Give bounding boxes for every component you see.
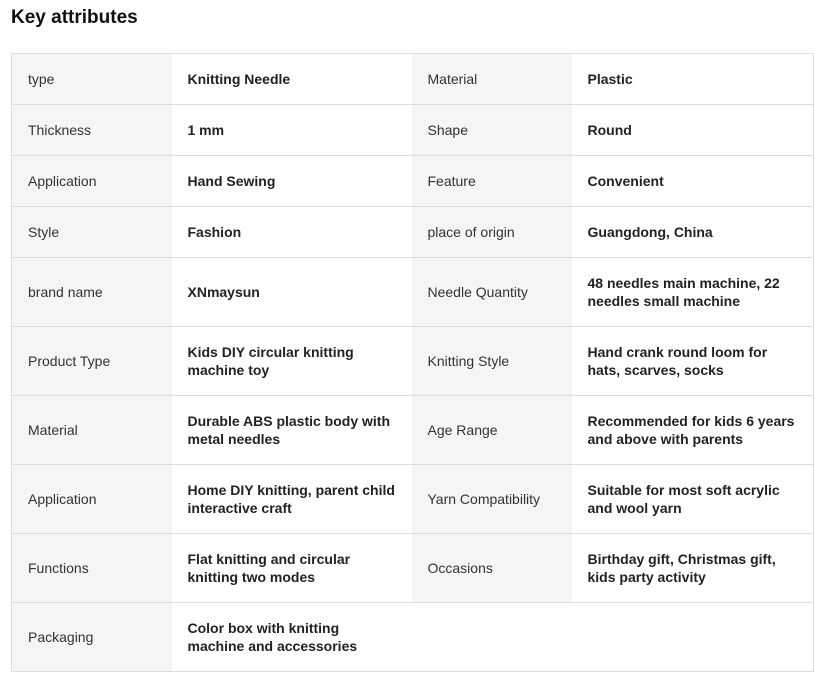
attribute-label: Application <box>12 156 172 207</box>
table-row <box>12 207 814 258</box>
attribute-value: Hand Sewing <box>172 156 412 207</box>
attribute-label: Age Range <box>412 396 572 465</box>
table-row <box>12 465 814 534</box>
attribute-label: Yarn Compatibility <box>412 465 572 534</box>
empty-cell <box>572 603 814 672</box>
attribute-label: Product Type <box>12 327 172 396</box>
attribute-value: Guangdong, China <box>572 207 814 258</box>
attribute-value: Recommended for kids 6 years and above with parents <box>572 396 814 465</box>
attribute-value: Suitable for most soft acrylic and wool yarn <box>572 465 814 534</box>
attribute-label: Application <box>12 465 172 534</box>
table-row <box>12 327 814 396</box>
attribute-label: Needle Quantity <box>412 258 572 327</box>
table-row <box>12 156 814 207</box>
attribute-label: Thickness <box>12 105 172 156</box>
attribute-label: Material <box>12 396 172 465</box>
attribute-label: Material <box>412 54 572 105</box>
attribute-value: Color box with knitting machine and accessories <box>172 603 412 672</box>
attribute-label: place of origin <box>412 207 572 258</box>
attribute-label: Feature <box>412 156 572 207</box>
attribute-value: Kids DIY circular knitting machine toy <box>172 327 412 396</box>
table-row <box>12 105 814 156</box>
attribute-label: Occasions <box>412 534 572 603</box>
empty-cell <box>412 603 572 672</box>
attribute-value: Home DIY knitting, parent child interactive craft <box>172 465 412 534</box>
attribute-value: XNmaysun <box>172 258 412 327</box>
attribute-value: Hand crank round loom for hats, scarves, socks <box>572 327 814 396</box>
attribute-label: Style <box>12 207 172 258</box>
section-title: Key attributes <box>11 7 138 28</box>
attribute-label: Functions <box>12 534 172 603</box>
attribute-label: Knitting Style <box>412 327 572 396</box>
attribute-label: Packaging <box>12 603 172 672</box>
table-row <box>12 258 814 327</box>
attribute-label: brand name <box>12 258 172 327</box>
attribute-value: Durable ABS plastic body with metal needles <box>172 396 412 465</box>
attribute-label: Shape <box>412 105 572 156</box>
key-attributes-table <box>11 53 814 672</box>
attribute-value: Fashion <box>172 207 412 258</box>
attribute-label: type <box>12 54 172 105</box>
attribute-value: Convenient <box>572 156 814 207</box>
attribute-value: 48 needles main machine, 22 needles small machine <box>572 258 814 327</box>
attribute-value: Plastic <box>572 54 814 105</box>
table-row <box>12 396 814 465</box>
attribute-value: Flat knitting and circular knitting two modes <box>172 534 412 603</box>
table-row <box>12 603 814 672</box>
attribute-value: Round <box>572 105 814 156</box>
attribute-value: Knitting Needle <box>172 54 412 105</box>
table-row <box>12 54 814 105</box>
attribute-value: Birthday gift, Christmas gift, kids party activity <box>572 534 814 603</box>
table-row <box>12 534 814 603</box>
attribute-value: 1 mm <box>172 105 412 156</box>
